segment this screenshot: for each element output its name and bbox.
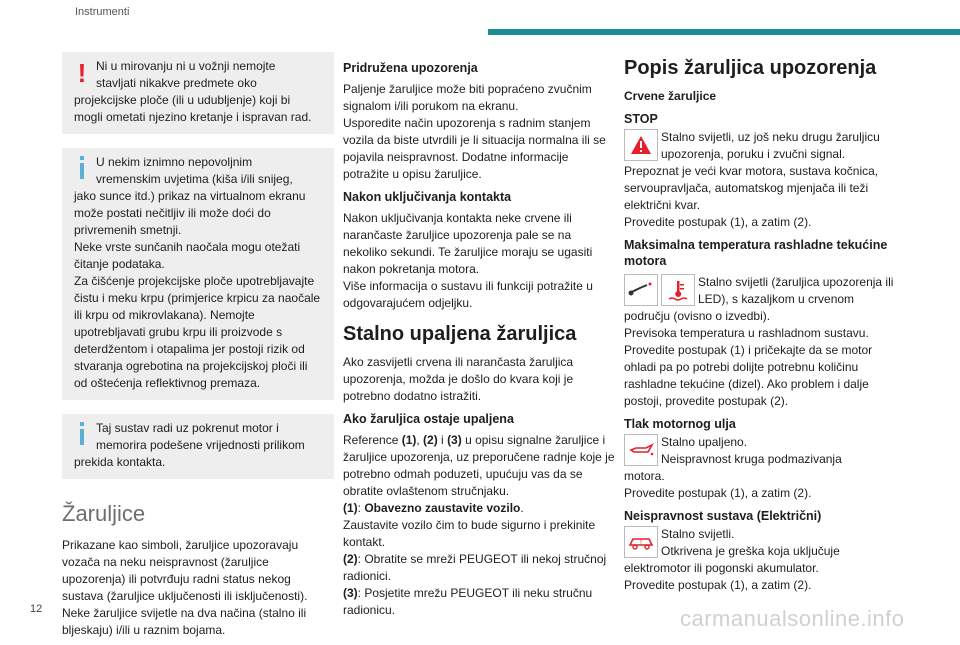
info-box-text1: jako sunce itd.) prikaz na virtualnom ekranu može postati nečitljiv ili može doći do privremenih smetnji. [74,189,306,237]
warning-box-line1: Ni u mirovanju ni u vožnji nemojte [96,59,276,73]
heading-oil-pressure: Tlak motornog ulja [624,417,736,431]
heading-lamp-stays-on: Ako žaruljica ostaje upaljena [343,412,514,426]
electric-lamp-text: Stalno svijetli. Otkrivena je greška koja uključuje [661,527,840,558]
paragraph: Provedite postupak (1), a zatim (2). [624,215,812,229]
page-number: 12 [30,603,43,615]
info-box2-text: prekida kontakta. [74,455,166,469]
paragraph: Više informacija o sustavu ili funkciji potražite u odgovarajućem odjeljku. [343,279,593,310]
step-1: (1): Obavezno zaustavite vozilo. [343,501,524,515]
paragraph: području (ovisno o izvedbi). [624,309,771,323]
heading-after-ignition: Nakon uključivanja kontakta [343,190,512,204]
heading-associated-warnings: Pridružena upozorenja [343,61,478,75]
heading-steady-lamp: Stalno upaljena žaruljica [343,323,577,345]
stop-lamp-row [624,129,902,163]
coolant-temperature-icon [661,274,695,306]
info-box2-line1: Taj sustav radi uz pokrenut motor i [96,421,279,435]
info-box-text2: Neke vrste sunčanih naočala mogu otežati čitanje podataka. [74,240,301,271]
stop-lamp-text: Stalno svijetli, uz još neku drugu žaruljicu upozorenja, poruku i zvučni signal. [661,130,880,161]
step-1-text: Zaustavite vozilo čim to bude sigurno i prekinite kontakt. [343,518,596,549]
section-title-zaruljice: Žaruljice [62,501,146,526]
info-box2-line2: memorira podešene vrijednosti prilikom [96,438,305,452]
heading-coolant-temp: Maksimalna temperatura rashladne tekućine motora [624,238,888,268]
paragraph: Previsoka temperatura u rashladnom sustavu. [624,326,869,340]
references-paragraph: Reference (1), (2) i (3) u opisu signalne žaruljice i žaruljice upozorenja, uz preporučene radnje koje je potrebno odmah poduzeti, upućuju vas da se obratite ovlaštenom stručnjaku. [343,433,615,498]
step-3: (3): Posjetite mrežu PEUGEOT ili neku stručnu radionicu. [343,586,593,617]
electric-lamp-row [624,526,902,560]
step-2: (2): Obratite se mreži PEUGEOT ili nekoj stručnoj radionici. [343,552,607,583]
heading-electric-fault: Neispravnost sustava (Električni) [624,509,822,523]
paragraph: Provedite postupak (1), a zatim (2). [624,578,812,592]
paragraph: Prepoznat je veći kvar motora, sustava kočnica, servoupravljača, automatskog mjenjača ili teži električni kvar. [624,164,879,212]
heading-stop: STOP [624,112,658,126]
coolant-lamp-row [624,274,902,308]
paragraph: Nakon uključivanja kontakta neke crvene ili narančaste žaruljice upozorenja pale se na nekoliko sekundi. Te žaruljice moraju se ugasiti nakon pokretanja motora. [343,211,593,276]
info-box-system [62,414,334,479]
column-3 [624,56,902,600]
coolant-lamp-text: Stalno svijetli (žaruljica upozorenja ili LED), s kazaljkom u crvenom [698,275,894,306]
info-box-line1: U nekim iznimno nepovoljnim [96,155,253,169]
header-accent-bar [488,29,960,35]
paragraph: Ako zasvijetli crvena ili narančasta žaruljica upozorenja, možda je došlo do kvara koji je potrebno dodatno istražiti. [343,355,574,403]
info-box-line2: vremenskim uvjetima (kiša i/ili snijeg, [96,172,293,186]
heading-red-lamps: Crvene žaruljice [624,89,717,103]
oil-pressure-icon [624,434,658,466]
column-1 [62,52,334,645]
electric-system-fault-icon [624,526,658,558]
info-box-text3: Za čišćenje projekcijske ploče upotrebljavajte čistu i meku krpu (primjerice krpicu za naočale ili krpu od mikrovlakana). Nemojte upotrebljavati grubu krpu ili proizvode s deterdžentom i otapalima jer postoji rizik od stvaranja ogrebotina na projekcijskoj ploči ili od oštećenja reflektivnog premaza. [74,274,321,390]
paragraph: Usporedite način upozorenja s radnim stanjem vozila da biste utvrdili je li situacija normalna ili se pojavila neispravnost. Dodatne informacije potražite u opisu žaruljice. [343,116,606,181]
warning-box [62,52,334,134]
watermark: carmanualsonline.info [680,606,905,631]
oil-lamp-row [624,434,902,468]
paragraph: Provedite postupak (1) i pričekajte da se motor ohladi pa po potrebi dolijte potrebnu količinu rashladne tekućine (dizel). Ako problem i dalje postoji, provedite postupak (2). [624,343,873,408]
paragraph: elektromotor ili pogonski akumulator. [624,561,819,575]
column-2 [343,56,615,625]
section-label: Instrumenti [75,6,130,18]
paragraph: motora. [624,469,665,483]
coolant-led-icon [624,274,658,306]
paragraph: Paljenje žaruljice može biti popraćeno zvučnim signalom i/ili porukom na ekranu. [343,82,592,113]
svg-text:!: ! [639,539,643,546]
zaruljice-paragraph: Prikazane kao simboli, žaruljice upozoravaju vozača na neku neispravnost (žaruljice upozorenja) ili potvrđuju radni status nekog sustava (žaruljice uključenosti ili isključenosti). Neke žaruljice svijetle na dva načina (stalno ili bljeskaju) i/ili u raznim bojama. [62,538,308,637]
warning-box-text: projekcijske ploče (ili u udubljenje) koji bi mogli ometati njezino kretanje i ispravan rad. [74,93,312,124]
stop-triangle-icon [624,129,658,161]
oil-lamp-text: Stalno upaljeno. Neispravnost kruga podmazivanja [661,435,842,466]
info-icon [80,422,96,452]
info-box-weather [62,148,334,400]
info-icon [80,156,96,186]
heading-warning-list: Popis žaruljica upozorenja [624,57,877,79]
paragraph: Provedite postupak (1), a zatim (2). [624,486,812,500]
warning-box-line2: stavljati nikakve predmete oko [96,76,257,90]
warning-exclamation-icon: ! [77,58,87,88]
